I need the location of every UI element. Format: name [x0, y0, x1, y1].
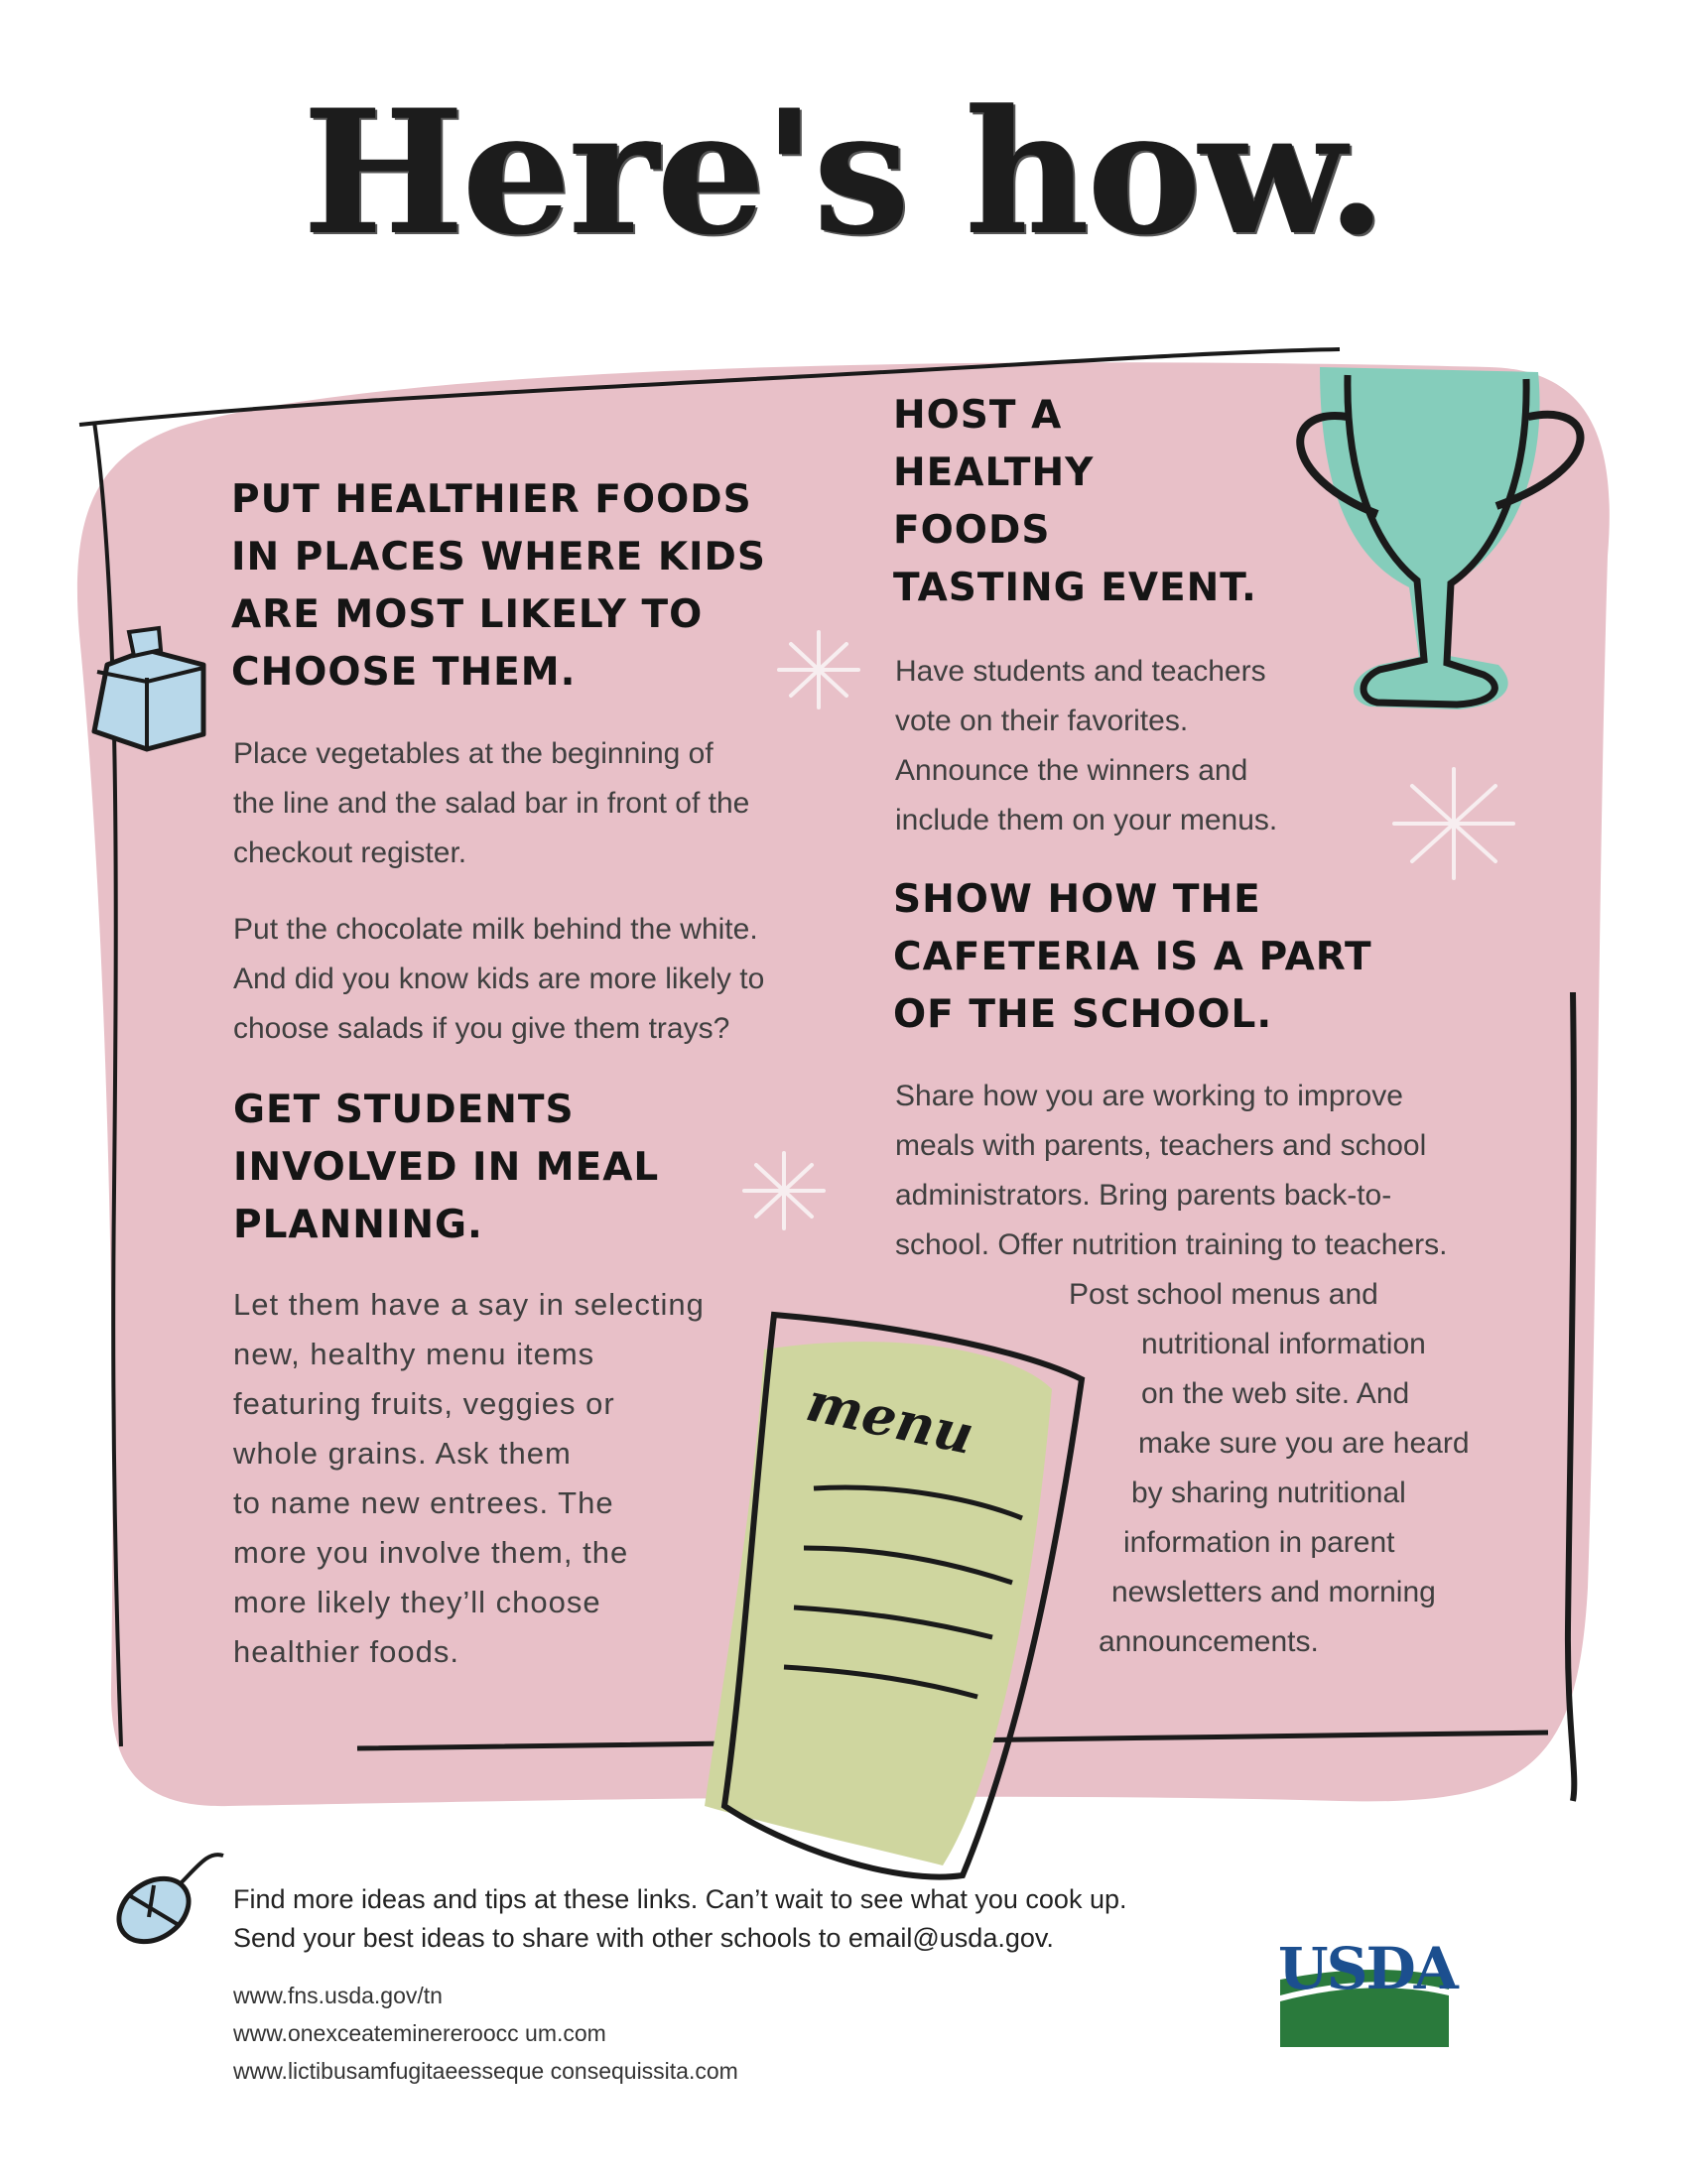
footer-links: [233, 1977, 738, 2090]
footer-link[interactable]: www.fns.usda.gov/tn: [233, 1983, 443, 2008]
footer-link[interactable]: www.lictibusamfugitaeesseque consequissita.com: [233, 2058, 738, 2084]
placement-paragraph-1: Place vegetables at the beginning of the line and the salad bar in front of the checkout register.: [233, 737, 750, 869]
menu-label: menu: [801, 1369, 979, 1468]
section-tasting-heading: HOST A HEALTHY FOODS TASTING EVENT.: [893, 393, 1257, 610]
footer-link[interactable]: www.onexceateminereroocc um.com: [233, 2020, 606, 2046]
section-cafeteria-heading: SHOW HOW THE CAFETERIA IS A PART OF THE SCHOOL.: [893, 877, 1372, 1037]
section-involve-heading: GET STUDENTS INVOLVED IN MEAL PLANNING.: [233, 1088, 660, 1247]
section-heading: PUT HEALTHIER FOODS IN PLACES WHERE KIDS ARE MOST LIKELY TO CHOOSE THEM.: [231, 477, 767, 695]
tasting-paragraph: Have students and teachers vote on their favorites. Announce the winners and include them on your menus.: [895, 655, 1278, 836]
section-placement: [231, 471, 827, 702]
footer-line: Send your best ideas to share with other schools to email@usda.gov.: [233, 1923, 1054, 1953]
footer-text: [233, 1880, 1126, 1958]
footer-line: Find more ideas and tips at these links. Can’t wait to see what you cook up.: [233, 1884, 1127, 1914]
placement-paragraph-2: Put the chocolate milk behind the white. And did you know kids are more likely to choose salads if you give them trays?: [233, 913, 765, 1045]
computer-mouse-icon: [107, 1855, 223, 1955]
involve-paragraph: Let them have a say in selecting new, healthy menu items featuring fruits, veggies or whole grains. Ask them to name new entrees. The more you involve them, the more likely they’ll choose healthier foods.: [233, 1287, 705, 1669]
cafeteria-paragraph: Share how you are working to improve meals with parents, teachers and school administrators. Bring parents back-to- school. Offer nutrition training to teachers. Post school menus and nutritional information on the web site. And make sure you are heard by sharing nutritional information in parent newsletters and morning announcements.: [895, 1080, 1470, 1658]
usda-logo-text: USDA: [1278, 1935, 1457, 2002]
page-title: Here's how.: [303, 71, 1385, 273]
